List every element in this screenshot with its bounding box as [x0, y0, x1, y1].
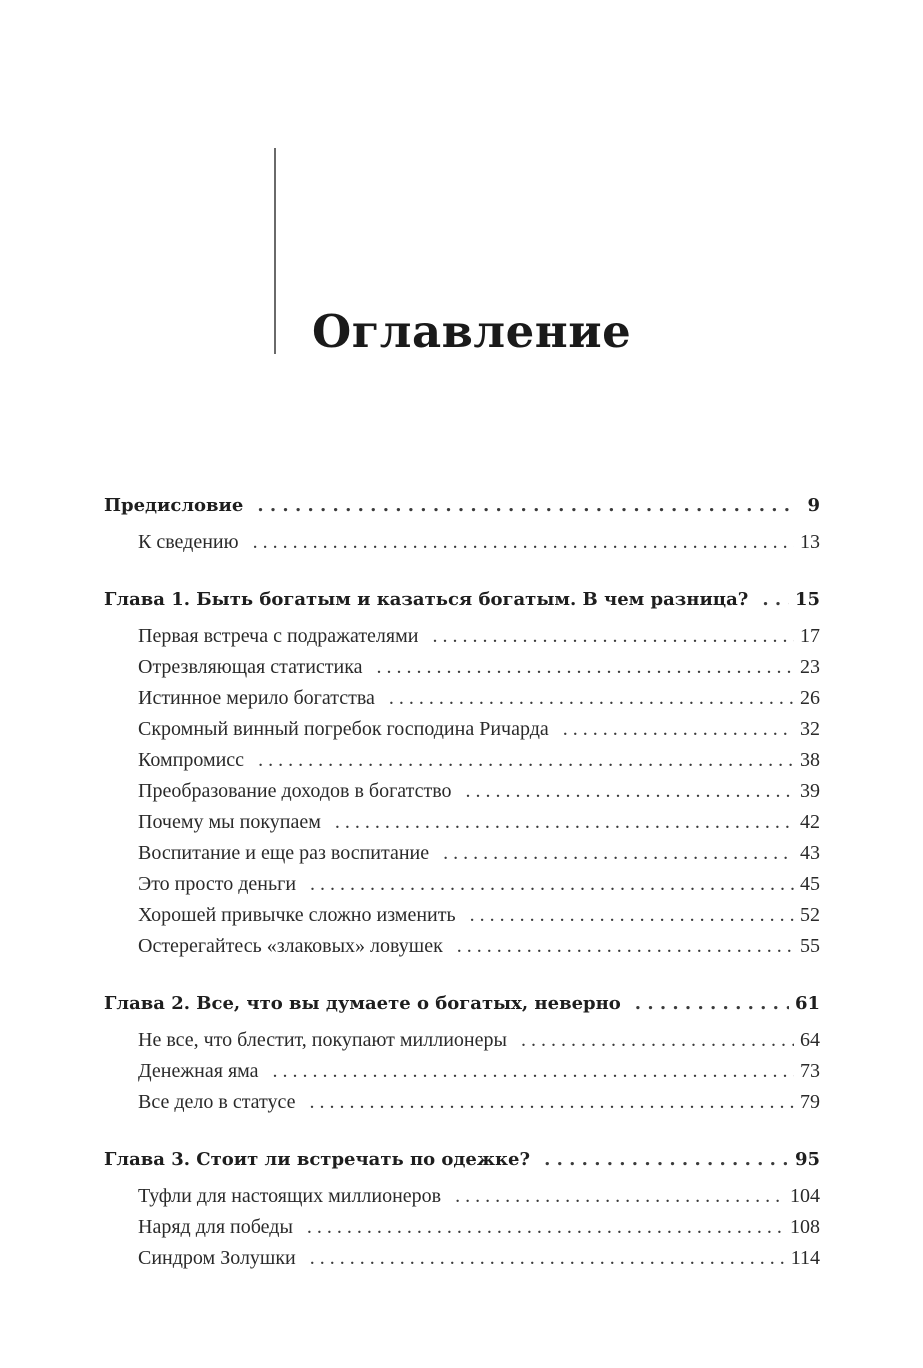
dot-leader: [307, 1212, 784, 1243]
toc-section-entry-page-number: 39: [800, 780, 820, 802]
dot-leader: [389, 683, 794, 714]
dot-leader: [521, 1025, 794, 1056]
toc-section-entry[interactable]: [104, 1181, 820, 1212]
toc-section-entry-page-number: 26: [800, 687, 820, 709]
toc-chapter-entry-page-number: 61: [794, 993, 820, 1014]
toc-chapter-entry-title: Предисловие: [104, 495, 244, 516]
toc-chapter-entry-page-number: 9: [807, 495, 820, 516]
toc-section-entry-page-number: 42: [800, 811, 820, 833]
toc-section-entry[interactable]: [104, 1087, 820, 1118]
dot-leader: [635, 988, 789, 1019]
toc-section-entry-title: Не все, что блестит, покупают миллионеры: [138, 1029, 507, 1051]
toc-section-entry-title: Это просто деньги: [138, 873, 297, 895]
toc-section-entry[interactable]: [104, 807, 820, 838]
toc-section-entry-page-number: 108: [790, 1216, 820, 1238]
toc-chapter-entry-title: Глава 3. Стоит ли встречать по одежке?: [104, 1149, 531, 1170]
toc-section-entry-title: Скромный винный погребок господина Ричарда: [138, 718, 549, 740]
dot-leader: [310, 1243, 785, 1274]
toc-chapter-entry[interactable]: [104, 490, 820, 521]
toc-section-entry[interactable]: [104, 900, 820, 931]
toc-section-entry[interactable]: [104, 527, 820, 558]
dot-leader: [273, 1056, 794, 1087]
toc-section-entry[interactable]: [104, 838, 820, 869]
toc-chapter-entry-title: Глава 1. Быть богатым и казаться богатым. В чем разница?: [104, 589, 749, 610]
toc-section-entry-page-number: 13: [800, 531, 820, 553]
toc-section-entry-page-number: 73: [800, 1060, 820, 1082]
toc-section-entry[interactable]: [104, 931, 820, 962]
dot-leader: [310, 1087, 794, 1118]
toc-section-entry-title: К сведению: [138, 531, 239, 553]
toc-section-entry[interactable]: [104, 1056, 820, 1087]
toc-section-entry-page-number: 64: [800, 1029, 820, 1051]
dot-leader: [253, 527, 794, 558]
toc-section-entry-title: Денежная яма: [138, 1060, 259, 1082]
decorative-vertical-rule: [274, 148, 276, 354]
toc-chapter-entry-title: Глава 2. Все, что вы думаете о богатых, неверно: [104, 993, 621, 1014]
toc-section-entry-title: Туфли для настоящих миллионеров: [138, 1185, 442, 1207]
dot-leader: [310, 869, 794, 900]
dot-leader: [762, 584, 789, 615]
toc-section-entry[interactable]: [104, 683, 820, 714]
toc-section-entry[interactable]: [104, 652, 820, 683]
toc-section-entry-page-number: 43: [800, 842, 820, 864]
toc-chapter-group: [104, 1144, 820, 1274]
toc-section-entry-title: Истинное мерило богатства: [138, 687, 375, 709]
toc-section-entry-page-number: 38: [800, 749, 820, 771]
dot-leader: [563, 714, 794, 745]
toc-chapter-entry-page-number: 95: [794, 1149, 820, 1170]
toc-section-entry-title: Наряд для победы: [138, 1216, 293, 1238]
toc-chapter-group: [104, 584, 820, 962]
toc-section-entry[interactable]: [104, 1025, 820, 1056]
toc-section-entry-title: Преобразование доходов в богатство: [138, 780, 452, 802]
dot-leader: [544, 1144, 789, 1175]
dot-leader: [466, 776, 794, 807]
toc-section-entry-title: Хорошей привычке сложно изменить: [138, 904, 456, 926]
dot-leader: [257, 490, 794, 521]
toc-section-entry-page-number: 52: [800, 904, 820, 926]
toc-section-entry-page-number: 45: [800, 873, 820, 895]
toc-section-entry-title: Первая встреча с подражателями: [138, 625, 419, 647]
dot-leader: [258, 745, 794, 776]
toc-section-entry[interactable]: [104, 776, 820, 807]
toc-chapter-group: [104, 490, 820, 558]
toc-section-entry-title: Синдром Золушки: [138, 1247, 296, 1269]
toc-section-entry-page-number: 32: [800, 718, 820, 740]
toc-section-entry-page-number: 114: [790, 1247, 820, 1269]
toc-chapter-group: [104, 988, 820, 1118]
toc-section-entry-title: Отрезвляющая статистика: [138, 656, 363, 678]
toc-section-entry-page-number: 17: [800, 625, 820, 647]
toc-chapter-entry-page-number: 15: [794, 589, 820, 610]
toc-section-entry-title: Остерегайтесь «злаковых» ловушек: [138, 935, 443, 957]
toc-section-entry-page-number: 104: [790, 1185, 820, 1207]
toc-section-entry[interactable]: [104, 745, 820, 776]
toc-section-entry-page-number: 55: [800, 935, 820, 957]
toc-section-entry[interactable]: [104, 1243, 820, 1274]
toc-chapter-entry[interactable]: [104, 988, 820, 1019]
toc-chapter-entry[interactable]: [104, 1144, 820, 1175]
dot-leader: [443, 838, 794, 869]
dot-leader: [432, 621, 794, 652]
page-title: Оглавление: [312, 305, 632, 358]
toc-section-entry[interactable]: [104, 1212, 820, 1243]
toc-section-entry-page-number: 79: [800, 1091, 820, 1113]
toc-section-entry-title: Почему мы покупаем: [138, 811, 321, 833]
toc-section-entry[interactable]: [104, 869, 820, 900]
toc-section-entry[interactable]: [104, 621, 820, 652]
toc-section-entry-title: Все дело в статусе: [138, 1091, 296, 1113]
toc-section-entry[interactable]: [104, 714, 820, 745]
toc-chapter-entry[interactable]: [104, 584, 820, 615]
dot-leader: [335, 807, 794, 838]
dot-leader: [470, 900, 794, 931]
dot-leader: [377, 652, 794, 683]
dot-leader: [455, 1181, 784, 1212]
toc-section-entry-title: Компромисс: [138, 749, 245, 771]
toc-section-entry-title: Воспитание и еще раз воспитание: [138, 842, 430, 864]
table-of-contents: [104, 490, 820, 1300]
dot-leader: [457, 931, 794, 962]
toc-section-entry-page-number: 23: [800, 656, 820, 678]
